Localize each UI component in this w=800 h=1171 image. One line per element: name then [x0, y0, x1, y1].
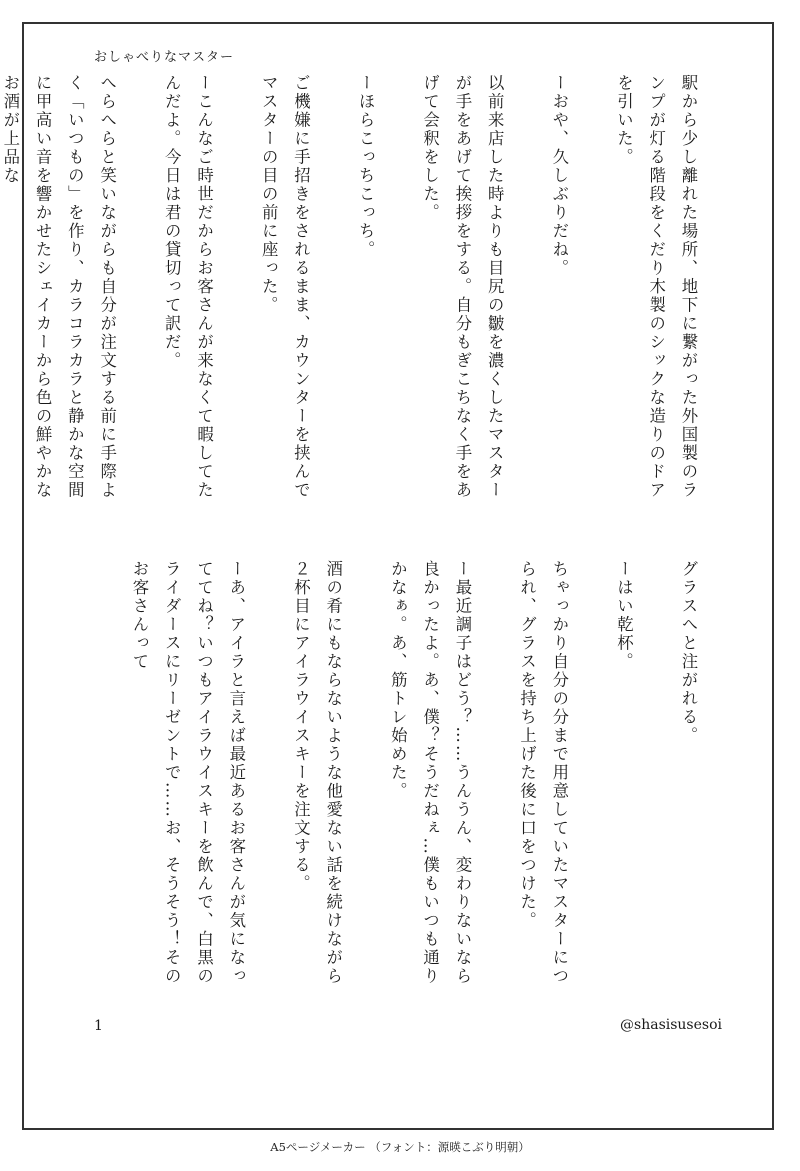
text-column-top — [0, 74, 704, 504]
paragraph — [510, 74, 542, 504]
paragraph — [575, 74, 607, 504]
page-number: 1 — [94, 1018, 103, 1034]
paragraph: 酒の肴にもならないような他愛ない話を続けながら２杯目にアイラウイスキーを注文する。 — [291, 560, 343, 986]
paragraph — [220, 74, 252, 504]
paragraph: ちゃっかり自分の分まで用意していたマスターにつられ、グラスを持ち上げた後に口をつけた。 — [517, 560, 569, 986]
paragraph — [316, 74, 348, 504]
paragraph: ーはい乾杯。 — [614, 560, 634, 671]
paragraph: ーほらこっちこっち。 — [356, 74, 376, 259]
paragraph: ーこんなご時世だからお客さんが来なくて暇してたんだよ。今日は君の貸切って訳だ。 — [162, 74, 214, 500]
paragraph: ー最近調子はどう？……うんうん、変わりないなら良かったよ。あ、僕？そうだねぇ…僕もいつも通りかなぁ。あ、筋トレ始めた。 — [388, 560, 472, 986]
paragraph — [478, 560, 510, 1000]
paragraph: ご機嫌に手招きをされるまま、カウンターを挟んでマスターの目の前に座った。 — [259, 74, 311, 500]
paragraph — [252, 560, 284, 1000]
paragraph: へらへらと笑いながらも自分が注文する前に手際よく「いつもの」を作り、カラコラカラと静かな空間に甲高い音を響かせたシェイカーから色の鮮やかなお酒が上品な — [0, 74, 117, 500]
paragraph — [381, 74, 413, 504]
paragraph: ーおや、久しぶりだね。 — [549, 74, 569, 278]
paragraph: グラスへと注がれる。 — [679, 560, 698, 745]
paragraph — [123, 74, 155, 504]
text-column-bottom — [129, 560, 704, 1000]
paragraph: 駅から少し離れた場所、地下に繋がった外国製のランプが灯る階段をくだり木製のシックな造りのドアを引いた。 — [614, 74, 698, 500]
paragraph: 以前来店した時よりも目尻の皺を濃くしたマスターが手をあげて挨拶をする。自分もぎこちなく手をあげて会釈をした。 — [420, 74, 505, 500]
paragraph — [349, 560, 381, 1000]
author-handle: @shasisusesoi — [620, 1017, 722, 1033]
paragraph — [639, 560, 671, 1000]
running-title: おしゃべりなマスター — [94, 50, 235, 65]
paragraph — [575, 560, 607, 1000]
footer-credit: A5ページメーカー （フォント：源暎こぶり明朝） — [270, 1140, 530, 1154]
paragraph: ーあ、アイラと言えば最近あるお客さんが気になっててね？いつもアイラウイスキーを飲んで、白黒のライダースにリーゼントで……お、そうそう！そのお客さんって — [129, 560, 246, 986]
